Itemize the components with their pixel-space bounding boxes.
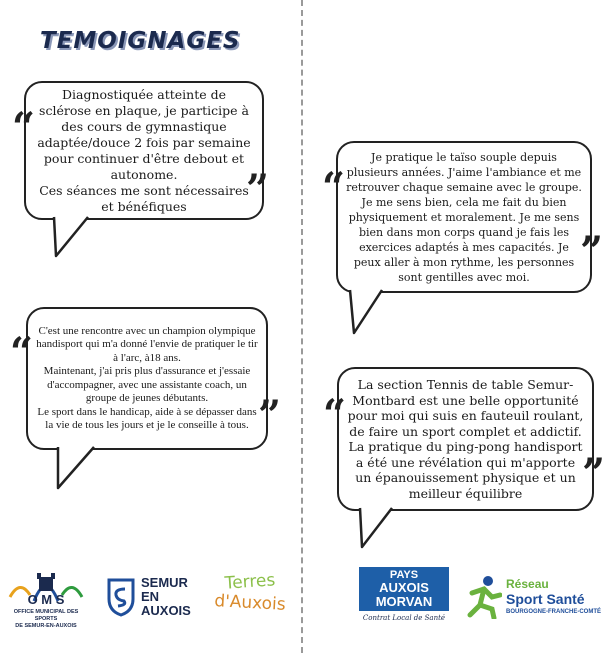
oms-caption-1: OFFICE MUNICIPAL DES SPORTS [13, 609, 79, 622]
reseau-line-3: BOURGOGNE-FRANCHE-COMTÉ [506, 609, 601, 615]
testimonial-text-3: C'est une rencontre avec un champion olympique handisport qui m'a donné l'envie de pratiquer le tir à l'arc, à18 ans. Maintenant, j'ai pris plus d'assurance et j'essaie d'accompagner, avec une assistante coach, un groupe de jeunes débutants. Le sport dans le handicap, aide à se dépasser dans la vie de tous les jours et je le conseille à tous. [36, 324, 258, 431]
semur-line-1: SEMUR [141, 575, 188, 590]
close-quote-icon: ” [580, 228, 604, 275]
semur-logo [106, 573, 206, 621]
close-quote-icon: ” [258, 392, 282, 439]
testimonial-text-1: Diagnostiquée atteinte de sclérose en plaque, je participe à des cours de gymnastique adaptée/douce 2 fois par semaine pour continuer d'être debout et autonome. Ces séances me sont nécessaires et bénéfiques [37, 86, 251, 214]
bubble-tail-3 [56, 446, 98, 492]
page-title: TEMOIGNAGES [40, 28, 241, 54]
semur-line-3: AUXOIS [141, 603, 191, 618]
testimonial-text-4: La section Tennis de table Semur-Montbard est une belle opportunité pour moi qui suis en fauteuil roulant, de faire un sport complet et addictif. La pratique du ping-pong handisport a été une révélation qui m'apporte un épanouissement physique et un meilleur équilibre [347, 377, 584, 501]
testimonial-bubble-4 [337, 367, 594, 511]
oms-emblem-icon [6, 565, 86, 605]
testimonial-bubble-1 [24, 81, 264, 220]
pays-line-1: PAYS [389, 569, 419, 581]
bubble-tail-2 [348, 289, 388, 337]
testimonial-bubble-2 [336, 141, 592, 293]
bubble-tail-4 [358, 507, 398, 551]
terres-auxois-logo [210, 572, 290, 622]
pays-sub: Contrat Local de Santé [362, 614, 446, 622]
pays-line-3: MORVAN [375, 594, 433, 609]
reseau-line-1: Réseau [506, 577, 549, 591]
oms-logo [6, 565, 86, 629]
close-quote-icon: ” [246, 166, 270, 213]
terres-line-1: Terres [224, 570, 276, 594]
semur-shield-icon [106, 577, 136, 617]
runner-icon [466, 575, 502, 619]
terres-line-2: d'Auxois [213, 591, 287, 615]
svg-text:O M S: O M S [27, 592, 65, 605]
open-quote-icon: “ [10, 329, 34, 376]
open-quote-icon: “ [322, 164, 346, 211]
open-quote-icon: “ [323, 391, 347, 438]
oms-caption-2: DE SEMUR-EN-AUXOIS [15, 623, 77, 629]
page-divider [301, 0, 303, 653]
testimonial-bubble-3 [26, 307, 268, 450]
open-quote-icon: “ [12, 104, 36, 151]
reseau-sport-sante-logo [466, 575, 606, 621]
semur-line-2: EN [141, 589, 160, 604]
close-quote-icon: ” [582, 450, 606, 497]
testimonial-text-2: Je pratique le taïso souple depuis plusieurs années. J'aime l'ambiance et me retrouver chaque semaine avec le groupe. Je me sens bien, cela me fait du bien physiquement et moralement. Je me sens bien dans mon corps quand je fais les exercices adaptés à mes capacités. Je peux aller à mon rythme, les personnes sont gentilles avec moi. [346, 150, 582, 284]
pays-line-2: AUXOIS [379, 580, 429, 595]
reseau-line-2: Sport Santé [506, 591, 585, 607]
bubble-tail-1 [52, 216, 92, 260]
pays-auxois-morvan-logo [359, 567, 449, 627]
pays-banner [359, 567, 449, 611]
